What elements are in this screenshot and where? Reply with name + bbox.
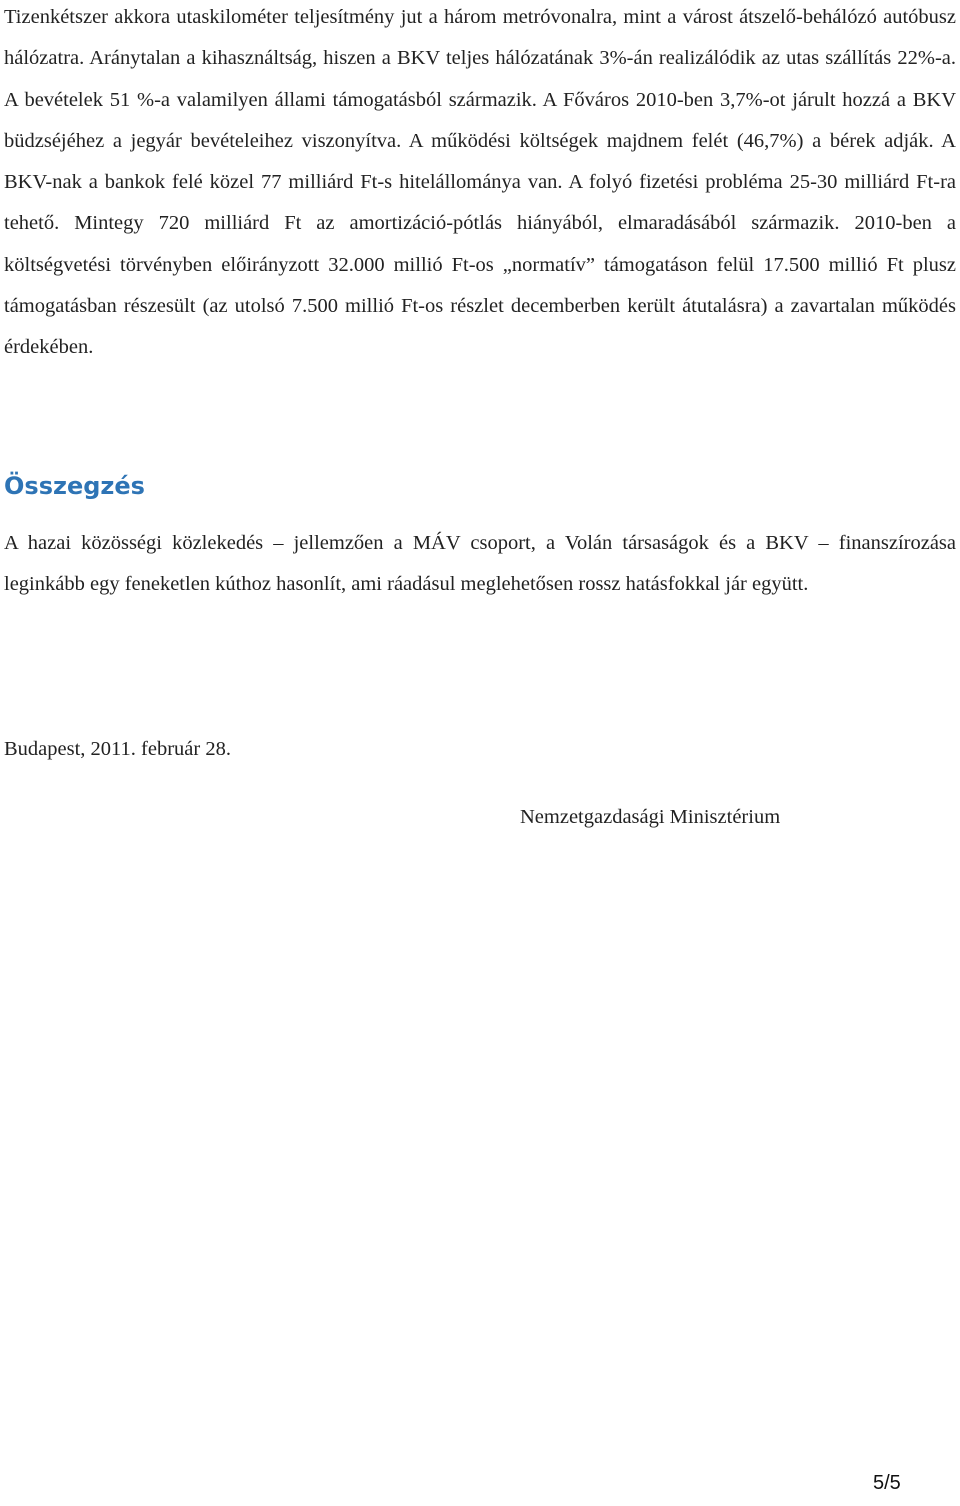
body-paragraph-financials: Tizenkétszer akkora utaskilométer teljesítmény jut a három metróvonalra, mint a várost átszelő-behálózó autóbusz hálózatra. Aránytalan a kihasználtság, hiszen a BKV teljes hálózatának 3%-án realizálódik az utas szállítás 22%-a. A bevételek 51 %-a valamilyen állami támogatásból származik. A Főváros 2010-ben 3,7%-ot járult hozzá a BKV büdzséjéhez a jegyár bevételeihez viszonyítva. A működési költségek majdnem felét (46,7%) a bérek adják. A BKV-nak a bankok felé közel 77 milliárd Ft-s hitelállománya van. A folyó fizetési probléma 25-30 milliárd Ft-ra tehető. Mintegy 720 milliárd Ft az amortizáció-pótlás hiányából, elmaradásából származik. 2010-ben a költségvetési törvényben előirányzott 32.000 millió Ft-os „normatív” támogatáson felül 17.500 millió Ft plusz támogatásban részesült (az utolsó 7.500 millió Ft-os részlet decemberben került átutalásra) a zavartalan működés érdekében. [4, 6, 956, 359]
dateline: Budapest, 2011. február 28. [4, 738, 231, 760]
body-paragraph-summary: A hazai közösségi közlekedés – jellemzően a MÁV csoport, a Volán társaságok és a BKV – finanszírozása leginkább egy feneketlen kúthoz hasonlít, ami ráadásul meglehetősen rossz hatásfokkal jár együtt. [4, 532, 956, 596]
signature-ministry: Nemzetgazdasági Minisztérium [520, 806, 781, 828]
page-number: 5/5 [873, 1472, 901, 1494]
section-heading-summary: Összegzés [4, 472, 145, 500]
